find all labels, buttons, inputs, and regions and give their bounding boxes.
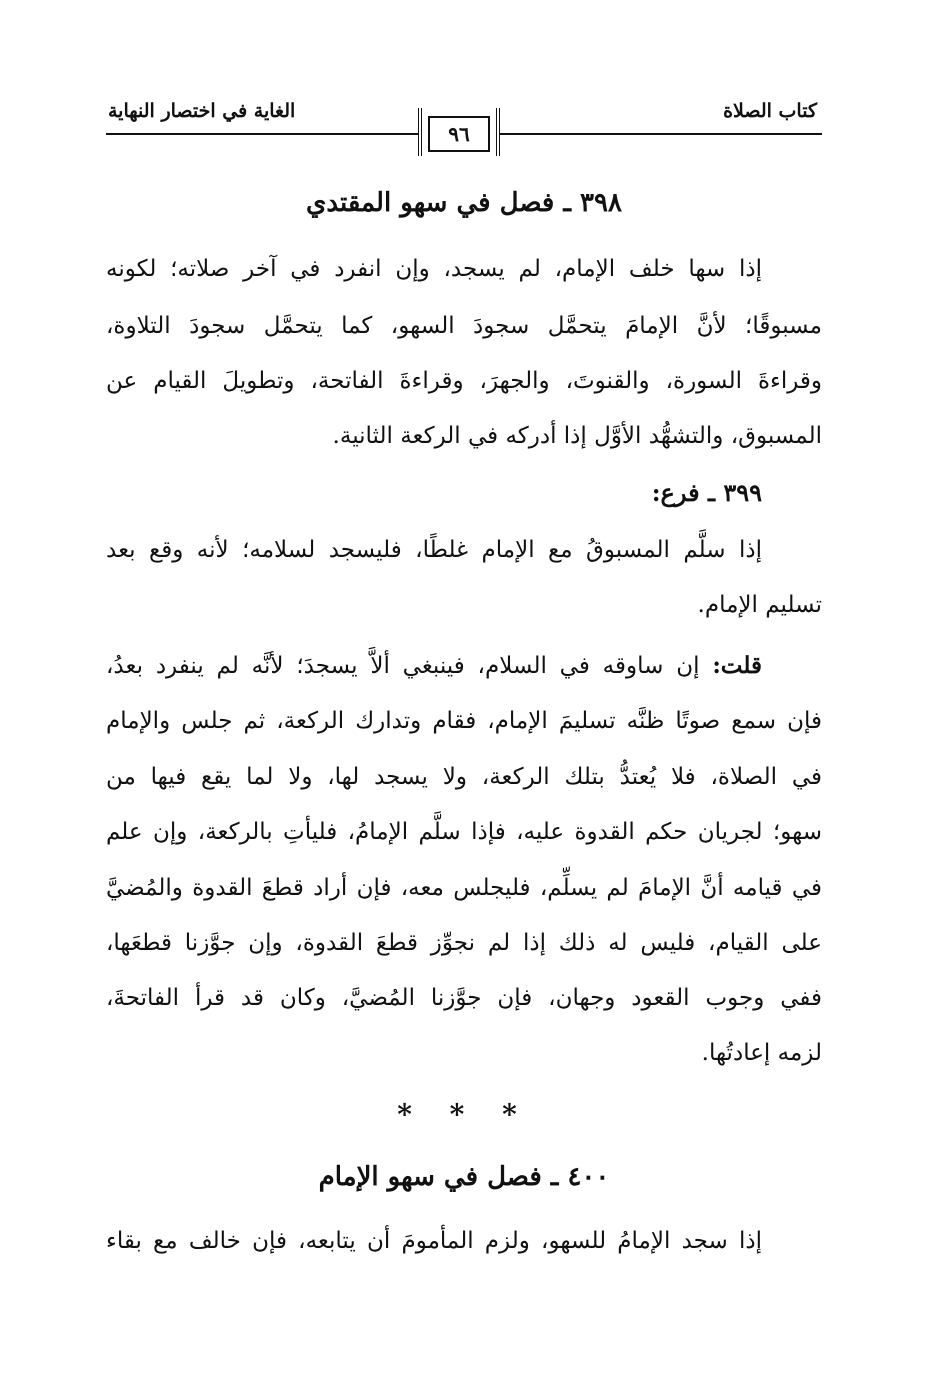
- section-398-line-1: إذا سها خلف الإمام، لم يسجد، وإن انفرد في آخر صلاته؛ لكونه: [106, 256, 762, 282]
- qult-line-5: في قيامه أنَّ الإمامَ لم يسلِّم، فليجلس معه، فإن أراد قطعَ القدوة والمُضيَّ: [106, 875, 822, 901]
- qult-line-6: على القيام، فليس له ذلك إذا لم نجوِّز قطعَ القدوة، وإن جوَّزنا قطعَها،: [106, 930, 822, 956]
- running-header-book-title: كتاب الصلاة: [723, 100, 817, 122]
- section-separator: * * *: [397, 1098, 531, 1131]
- section-399-line-1: إذا سلَّم المسبوقُ مع الإمام غلطًا، فليسجد لسلامه؛ لأنه وقع بعد: [106, 537, 762, 563]
- section-398-line-2: مسبوقًا؛ لأنَّ الإمامَ يتحمَّل سجودَ السهو، كما يتحمَّل سجودَ التلاوة،: [106, 313, 822, 339]
- page-number-box: [418, 108, 500, 156]
- qult-line-2: فإن سمع صوتًا ظنَّه تسليمَ الإمام، فقام وتدارك الركعة، ثم جلس والإمام: [106, 708, 822, 734]
- qult-line-8: لزمه إعادتُها.: [701, 1040, 822, 1066]
- qult-first-text: إن ساوقه في السلام، فينبغي ألاَّ يسجدَ؛ لأنَّه لم ينفرد بعدُ،: [106, 653, 700, 679]
- running-header-work-title: الغاية في اختصار النهاية: [108, 100, 296, 122]
- section-399-line-2: تسليم الإمام.: [697, 592, 822, 618]
- qult-line-1: [106, 652, 822, 679]
- header-rule-right: [500, 133, 822, 135]
- qult-label: قلت:: [712, 652, 762, 679]
- section-400-line-1: إذا سجد الإمامُ للسهو، ولزم المأمومَ أن يتابعه، فإن خالف مع بقاء: [106, 1228, 762, 1254]
- section-400-heading: ٤٠٠ ـ فصل في سهو الإمام: [318, 1162, 610, 1192]
- qult-line-4: سهو؛ لجريان حكم القدوة عليه، فإذا سلَّم الإمامُ، فليأتِ بالركعة، وإن علم: [106, 819, 822, 845]
- page-number: ٩٦: [448, 122, 470, 146]
- qult-line-7: ففي وجوب القعود وجهان، فإن جوَّزنا المُضيَّ، وكان قد قرأ الفاتحةَ،: [106, 985, 822, 1011]
- section-398-line-3: وقراءةَ السورة، والقنوتَ، والجهرَ، وقراءةَ الفاتحة، وتطويلَ القيام عن: [106, 368, 822, 394]
- section-398-line-4: المسبوق، والتشهُّد الأوَّل إذا أدركه في الركعة الثانية.: [332, 423, 822, 449]
- qult-line-3: في الصلاة، فلا يُعتدُّ بتلك الركعة، ولا يسجد لها، ولا لما يقع فيها من: [106, 764, 822, 790]
- section-398-heading: ٣٩٨ ـ فصل في سهو المقتدي: [306, 188, 622, 218]
- header-rule-left: [106, 133, 418, 135]
- section-399-heading: ٣٩٩ ـ فرع:: [651, 478, 762, 507]
